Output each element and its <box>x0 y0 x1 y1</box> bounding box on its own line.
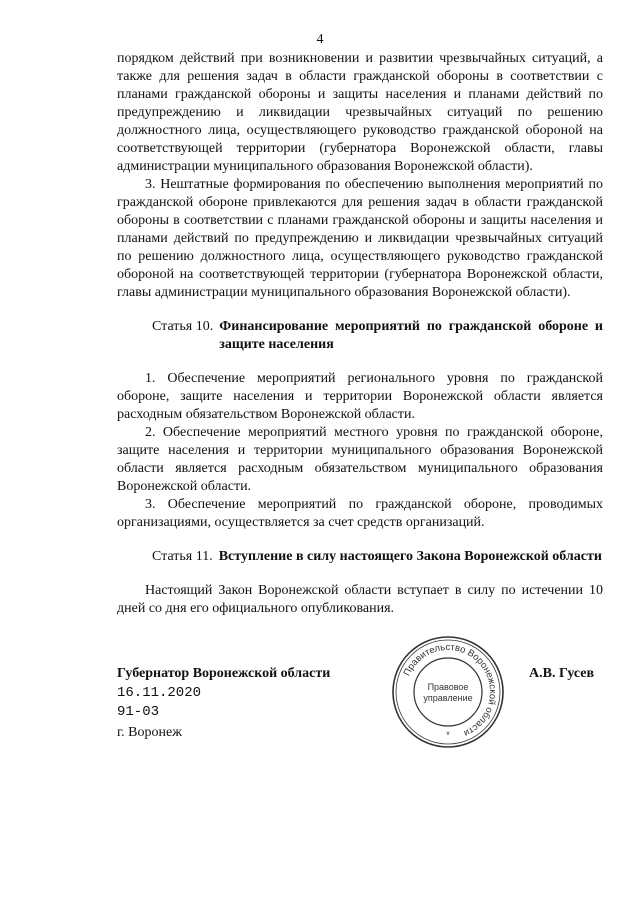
seal-center-line-1: Правовое <box>427 682 469 692</box>
seal-star: * <box>446 730 450 740</box>
law-text <box>117 50 603 618</box>
paragraph-continuation: порядком действий при возникновении и развитии чрезвычайных ситуаций, а также для решения задач в области гражданской обороны в соответствии с планами гражданской обороны и защиты населения и планами действий по предупреждению и ликвидации чрезвычайных ситуаций по решению должностного лица, осуществляющего руководство гражданской обороной на соответствующей территории (губернатора Воронежской области, главы администрации муниципального образования Воронежской области). <box>117 51 603 174</box>
article-10-title: Финансирование мероприятий по гражданской обороне и защите населения <box>219 319 603 352</box>
article-11-paragraph-1: Настоящий Закон Воронежской области вступает в силу по истечении 10 дней со дня его официального опубликования. <box>117 583 603 616</box>
article-11-title: Вступление в силу настоящего Закона Воронежской области <box>218 549 602 564</box>
governor-name: А.В. Гусев <box>529 666 595 681</box>
article-10-paragraph-3: 3. Обеспечение мероприятий по гражданской обороне, проводимых организациями, осуществляется за счет средств организаций. <box>117 497 603 530</box>
governor-title: Губернатор Воронежской области <box>117 666 331 681</box>
article-10-paragraph-1: 1. Обеспечение мероприятий регионального уровня по гражданской обороне, защите населения и территории Воронежской области является расходным обязательством Воронежской области. <box>117 371 603 422</box>
article-10-label: Статья 10. <box>152 319 214 334</box>
article-11-heading <box>117 548 603 566</box>
page-number: 4 <box>316 32 324 47</box>
seal-center-line-2: управление <box>423 693 473 703</box>
seal-ring-text: Правительство Воронежской области <box>401 641 499 739</box>
article-10-heading <box>117 318 603 354</box>
signing-date: 16.11.2020 <box>117 685 202 701</box>
article-10-paragraph-2: 2. Обеспечение мероприятий местного уровня по гражданской обороне, защите населения и территории муниципального образования Воронежской области является расходным обязательством муниципального образования Воронежской области. <box>117 425 603 494</box>
article-11-label: Статья 11. <box>152 549 213 564</box>
paragraph-3: 3. Нештатные формирования по обеспечению выполнения мероприятий по гражданской обороне привлекаются для решения задач в области гражданской обороны в соответствии с планами гражданской обороны и защиты населения и планами действий по предупреждению и ликвидации чрезвычайных ситуаций по решению должностного лица, осуществляющего руководство гражданской обороной на соответствующей территории (губернатора Воронежской области, главы администрации муниципального образования Воронежской области). <box>117 177 603 300</box>
law-number: 91-03 <box>117 704 160 720</box>
signing-city: г. Воронеж <box>117 725 182 740</box>
official-seal-stamp <box>390 634 506 750</box>
